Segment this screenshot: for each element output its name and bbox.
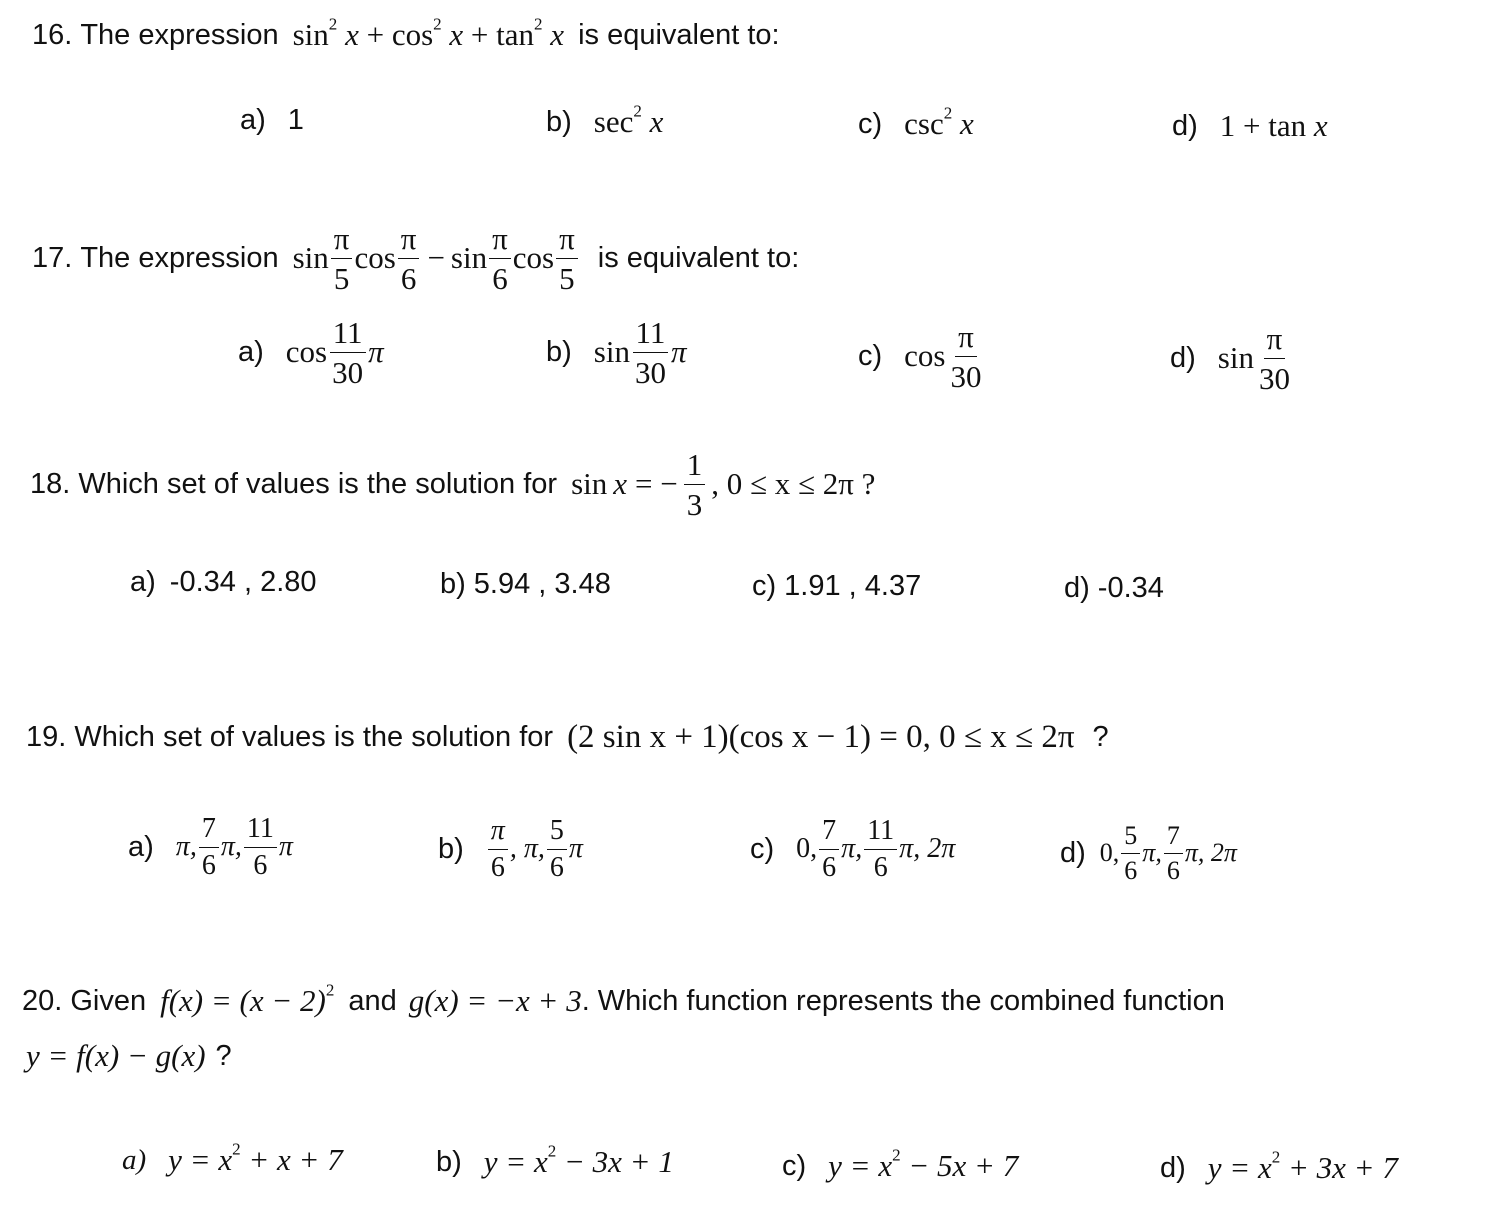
choice-text: 1 (287, 103, 304, 136)
choice-label: b) (546, 105, 572, 138)
choice-d (1172, 104, 1328, 148)
choice-label: b) (440, 567, 466, 600)
choice-label: b) (546, 335, 572, 368)
choice-label: c) (858, 339, 883, 372)
choice-math: 0, $\frac{7}{6}$ π, $\frac{11}{6}$ π, 2π (796, 814, 956, 883)
question-mark: ? (1092, 720, 1109, 753)
question-number: 20. (22, 984, 63, 1017)
equation: sin x = − $\frac{1}{3}$ , 0 ≤ x ≤ 2π ? (571, 446, 876, 522)
choice-label: a) (240, 103, 266, 136)
question-prompt: The expression (80, 18, 279, 51)
choice-text: -0.34 , 2.80 (169, 565, 317, 598)
question-number: 19. (26, 720, 67, 753)
choice-d (1064, 568, 1164, 608)
question-mark: ? (215, 1039, 232, 1072)
question-suffix: is equivalent to: (578, 18, 780, 51)
choice-math: sin $\frac{\pi}{30}$ (1217, 320, 1290, 396)
choice-b (546, 310, 687, 394)
choice-a (130, 562, 317, 602)
choice-label: d) (1060, 836, 1086, 869)
choice-label: a) (128, 830, 154, 863)
choice-b (438, 808, 583, 890)
choice-label: b) (438, 832, 464, 865)
expression: sin $\frac{\pi}{5}$ cos $\frac{\pi}{6}$ − sin $\frac{\pi}{6}$ cos $\frac{\pi}{5}$ (293, 223, 580, 294)
choice-text: 1.91 , 4.37 (784, 569, 922, 602)
question-18 (30, 442, 875, 526)
question-20 (22, 978, 1225, 1024)
question-number: 18. (30, 467, 71, 500)
question-and: and (348, 984, 397, 1017)
choice-label: c) (752, 569, 777, 602)
equation: (2 sin x + 1)(cos x − 1) = 0, 0 ≤ x ≤ 2π (567, 718, 1075, 755)
choice-c (858, 102, 974, 146)
choice-math: $y = x^2 + x + 7$ (168, 1139, 343, 1177)
choice-text: 5.94 , 3.48 (473, 567, 611, 600)
choice-label: c) (858, 107, 883, 140)
choice-label: a) (130, 565, 156, 598)
choice-d (1060, 812, 1237, 894)
question-given: Given (70, 984, 147, 1017)
expression: $\sin^2 x + \cos^2 x + \tan^2 x$ (292, 14, 565, 52)
question-prompt: Which set of values is the solution for (74, 720, 554, 753)
choice-math: $y = x^2 + 3x + 7$ (1207, 1147, 1398, 1185)
choice-label: b) (436, 1145, 462, 1178)
choice-label: c) (750, 832, 775, 865)
question-20-line2 (26, 1034, 232, 1078)
choice-c (858, 314, 987, 398)
choice-c (782, 1144, 1018, 1188)
choice-label: d) (1172, 109, 1198, 142)
choice-math: $y = x^2 - 3x + 1$ (483, 1141, 674, 1179)
choice-math: $\frac{\pi}{6}$ , π, $\frac{5}{6}$ π (486, 817, 583, 882)
choice-label: a) (122, 1143, 147, 1176)
choice-b (436, 1140, 674, 1184)
choice-math: sin $\frac{11}{30}$ π (593, 314, 687, 390)
question-suffix: is equivalent to: (597, 241, 800, 274)
choice-label: d) (1170, 341, 1196, 374)
question-17 (32, 218, 799, 298)
choice-math: $\sec^2 x$ (593, 101, 664, 139)
choice-a (122, 1138, 343, 1182)
choice-a (128, 806, 293, 888)
choice-c (750, 808, 955, 890)
choice-a (240, 98, 304, 142)
question-prompt: Which set of values is the solution for (78, 467, 558, 500)
f-definition: $f(x) = (x - 2)^2$ (160, 980, 335, 1018)
choice-math: $y = x^2 - 5x + 7$ (828, 1145, 1019, 1183)
g-definition: g(x) = −x + 3 (408, 983, 582, 1018)
question-16 (32, 14, 780, 56)
choice-d (1170, 316, 1295, 400)
choice-text: -0.34 (1097, 571, 1164, 604)
choice-math: cos $\frac{\pi}{30}$ (904, 318, 982, 394)
choice-math: 1 + tan x (1219, 108, 1328, 143)
choice-label: d) (1064, 571, 1090, 604)
question-number: 17. (32, 241, 73, 274)
choice-math: cos $\frac{11}{30}$ π (285, 314, 384, 390)
combined-function: y = f(x) − g(x) (26, 1038, 206, 1073)
question-number: 16. (32, 18, 73, 51)
choice-b (546, 100, 663, 144)
choice-label: a) (238, 335, 264, 368)
choice-math: $\csc^2 x$ (904, 103, 974, 141)
question-rest: . Which function represents the combined function (581, 984, 1225, 1017)
choice-c (752, 566, 921, 606)
choice-a (238, 310, 384, 394)
choice-label: d) (1160, 1151, 1186, 1184)
choice-label: c) (782, 1149, 807, 1182)
question-19 (26, 714, 1109, 760)
question-prompt: The expression (80, 241, 279, 274)
choice-math: 0, $\frac{5}{6}$ π, $\frac{7}{6}$ π, 2π (1099, 820, 1237, 885)
choice-d (1160, 1146, 1398, 1190)
choice-b (440, 564, 611, 604)
choice-math: π, $\frac{7}{6}$ π, $\frac{11}{6}$ π (175, 812, 293, 881)
